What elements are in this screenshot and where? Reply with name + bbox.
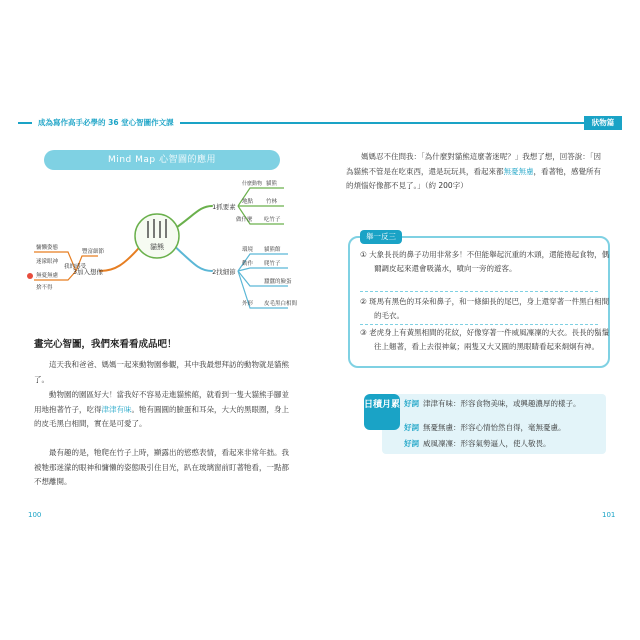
svg-text:什麼動物: 什麼動物 — [242, 181, 263, 187]
svg-text:我的感受: 我的感受 — [64, 264, 87, 270]
mindmap-title: Mind Map 心智圖的應用 — [44, 150, 280, 170]
example-item: ③ 老虎身上有黃黑相間的花紋，好像穿著一件威風凜凜的大衣。長長的鬍鬚往上翹著，看上去很神氣；兩隻又大又圓的黑眼睛看起來炯炯有神。 — [360, 328, 610, 351]
paragraph-2: 動物園的園區好大！當我好不容易走進貓熊館，就看到一隻大貓熊手腳並用地抱著竹子，吃得津津有味。牠有圓圓的臉蛋和耳朵，大大的黑眼圈，身上的皮毛黑白相間，實在是可愛了。 — [34, 390, 289, 428]
page-number-right: 101 — [602, 511, 616, 519]
book-title: 成為寫作高手必學的 36 堂心智圖作文課 — [32, 116, 180, 130]
vocab-row: 好詞 無憂無慮：形容心情怡然自得，毫無憂慮。 — [404, 423, 566, 432]
vocab-row: 好詞 威風凜凜：形容氣勢逼人，使人敬畏。 — [404, 439, 551, 448]
vocab-row: 好詞 津津有味：形容食物美味，或興趣濃厚的樣子。 — [404, 399, 581, 408]
center-node — [135, 214, 179, 258]
page-header — [18, 116, 622, 130]
svg-text:捨不得: 捨不得 — [36, 285, 53, 291]
svg-text:無憂無慮: 無憂無慮 — [36, 273, 59, 279]
svg-text:竹林: 竹林 — [266, 199, 278, 205]
highlight-word: 津津有味 — [101, 404, 132, 414]
divider — [360, 324, 598, 325]
example-box — [348, 232, 610, 368]
branch1-label: 1抓要素 — [212, 203, 236, 211]
svg-text:地點: 地點 — [242, 199, 254, 205]
paragraph-3: 最有趣的是，牠爬在竹子上時，顯露出的慾憨表情，看起來非常年拙。我被牠那迷濛的眼神和慵懶的姿態吸引住目光，趴在玻璃窗前盯著牠看，一點都不想離開。 — [34, 448, 289, 486]
paragraph-1: 這天我和爸爸、媽媽一起來動物園參觀，其中我最想拜訪的動物就是貓熊了。 — [34, 360, 289, 384]
example-item: ① 大象長長的鼻子功用非常多！不但能舉起沉重的木頭，還能捲起食物，偶爾調皮起來還會吸滿水，噴向一旁的遊客。 — [360, 250, 610, 273]
branch2-label: 2找細節 — [212, 268, 236, 276]
sub-heading: 畫完心智圖，我們來看看成品吧！ — [34, 339, 177, 350]
branch3-label: 3加入想像 — [72, 268, 104, 276]
right-paragraph-1: 媽媽忍不住問我：「為什麼對貓熊這麼著迷呢？」我想了想，回答說：「因為貓熊不管是在吃東西，還是玩玩具，看起來都無憂無慮，看著牠，感覺所有的煩惱好像都不見了。」（約 200字） — [346, 152, 601, 190]
svg-text:蠶蠶的臉蛋: 蠶蠶的臉蛋 — [264, 279, 292, 285]
svg-text:吃竹子: 吃竹子 — [264, 217, 281, 223]
section-tab: 狀物篇 — [584, 116, 622, 130]
left-page — [24, 136, 300, 526]
right-page — [340, 136, 616, 526]
svg-text:豐富細節: 豐富細節 — [82, 249, 105, 255]
example-item: ② 斑馬有黑色的耳朵和鼻子，和一條細長的尾巴，身上還穿著一件黑白相間的毛衣。 — [360, 297, 610, 320]
svg-text:做什麼: 做什麼 — [236, 217, 253, 223]
svg-text:皮毛黑白相間: 皮毛黑白相間 — [264, 301, 298, 307]
vocab-badge: 日積月累 — [364, 394, 400, 430]
highlight-word: 無憂無慮 — [503, 166, 534, 176]
center-label: 貓熊 — [150, 243, 164, 251]
heart-icon — [27, 273, 33, 279]
page-number-left: 100 — [28, 511, 42, 519]
svg-text:外形: 外形 — [242, 301, 254, 307]
svg-text:迷濛眼神: 迷濛眼神 — [36, 259, 59, 265]
svg-text:爬竹子: 爬竹子 — [264, 261, 281, 267]
example-title: 舉一反三 — [360, 230, 402, 244]
divider — [360, 291, 598, 292]
svg-text:環境: 環境 — [242, 247, 254, 253]
mindmap — [24, 176, 300, 328]
svg-text:慵懶姿態: 慵懶姿態 — [36, 245, 59, 251]
svg-text:動作: 動作 — [242, 261, 254, 267]
svg-text:貓熊館: 貓熊館 — [264, 247, 281, 253]
svg-text:貓熊: 貓熊 — [266, 181, 278, 187]
vocab-box — [382, 394, 606, 454]
